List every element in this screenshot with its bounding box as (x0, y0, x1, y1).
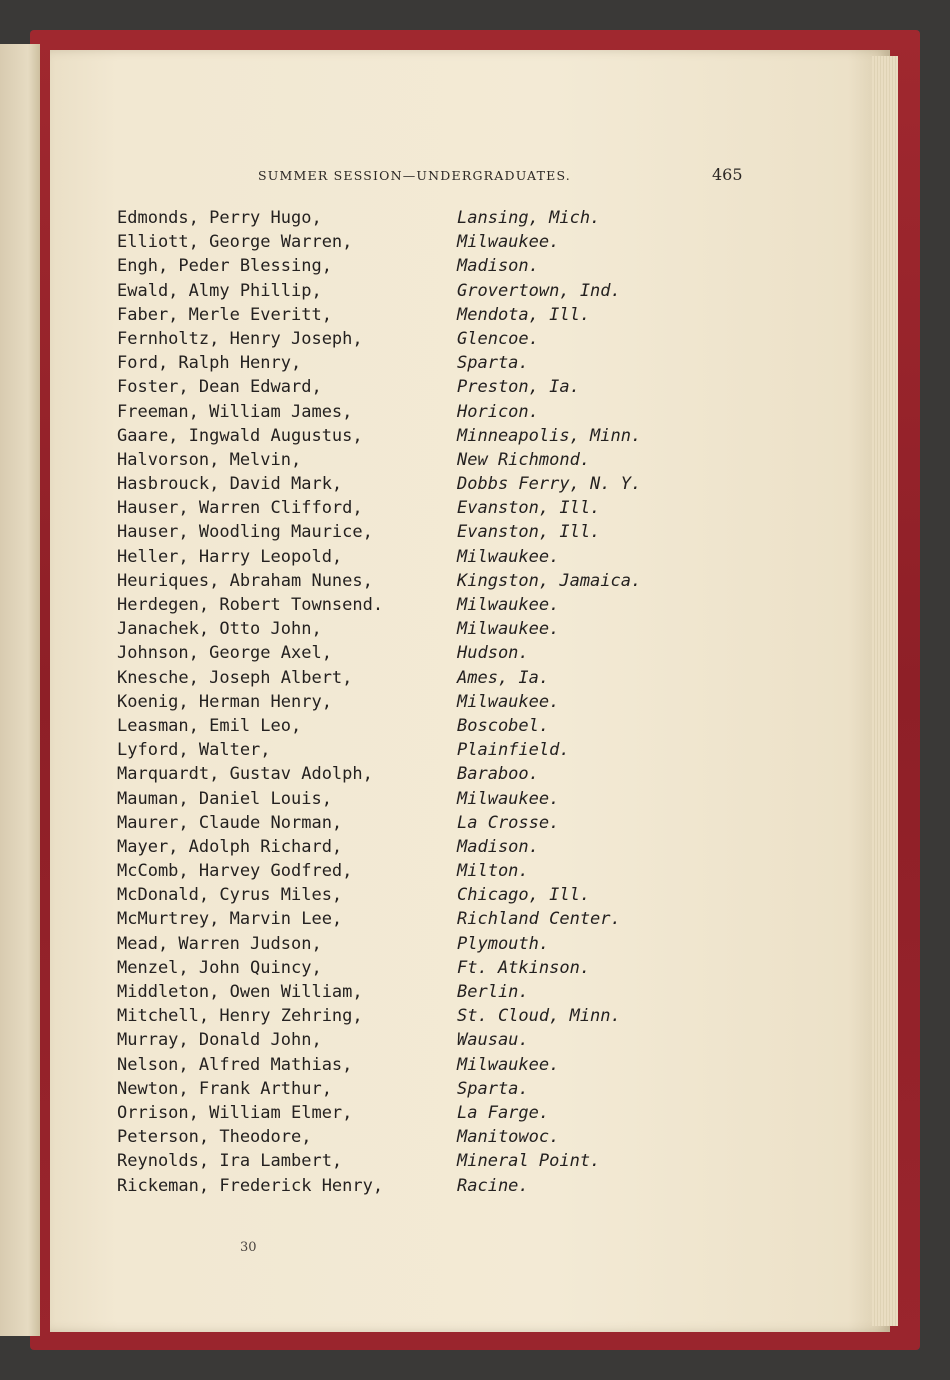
student-hometown: Lansing, Mich. (457, 208, 601, 228)
student-hometown: Milwaukee. (457, 691, 560, 712)
student-name: Rickeman, Frederick Henry, (117, 1175, 384, 1196)
student-name: Maurer, Claude Norman, (117, 812, 343, 833)
student-hometown: Madison. (457, 836, 539, 857)
student-hometown: Dobbs Ferry, N. Y. (457, 474, 642, 495)
student-hometown: Grovertown, Ind. (457, 280, 621, 301)
student-name: Newton, Frank Arthur, (117, 1078, 332, 1099)
roster-row (0, 837, 950, 861)
roster-row (0, 958, 950, 982)
roster-row (0, 1103, 950, 1127)
student-hometown: Boscobel. (457, 715, 550, 736)
student-name: Ewald, Almy Phillip, (117, 280, 322, 301)
roster-row (0, 522, 950, 546)
roster-row (0, 716, 950, 740)
student-hometown: Racine. (457, 1175, 529, 1196)
student-hometown: Evanston, Ill. (457, 498, 601, 519)
student-name: Edmonds, Perry Hugo, (117, 208, 322, 228)
roster-row (0, 1079, 950, 1103)
student-hometown: Horicon. (457, 401, 539, 422)
roster-row (0, 643, 950, 667)
roster-row (0, 353, 950, 377)
roster-row (0, 498, 950, 522)
student-name: Hauser, Woodling Maurice, (117, 522, 373, 543)
student-hometown: Manitowoc. (457, 1127, 560, 1148)
student-name: Menzel, John Quincy, (117, 957, 322, 978)
roster-row (0, 474, 950, 498)
student-hometown: Milwaukee. (457, 1054, 560, 1075)
student-hometown: Kingston, Jamaica. (457, 570, 642, 591)
student-hometown: Plainfield. (457, 740, 570, 761)
student-name: Freeman, William James, (117, 401, 353, 422)
student-name: Heller, Harry Leopold, (117, 546, 343, 567)
student-hometown: Mineral Point. (457, 1151, 601, 1172)
student-name: Hauser, Warren Clifford, (117, 498, 363, 519)
roster-row (0, 982, 950, 1006)
page-number: 465 (712, 165, 743, 184)
roster-row (0, 402, 950, 426)
student-name: McDonald, Cyrus Miles, (117, 885, 343, 906)
student-name: Elliott, George Warren, (117, 232, 353, 253)
roster-row (0, 934, 950, 958)
student-name: Engh, Peder Blessing, (117, 256, 332, 277)
roster-row (0, 305, 950, 329)
student-hometown: Plymouth. (457, 933, 550, 954)
student-hometown: La Farge. (457, 1102, 550, 1123)
running-head: SUMMER SESSION—UNDERGRADUATES. (258, 168, 571, 183)
student-hometown: Chicago, Ill. (457, 885, 591, 906)
student-name: Mauman, Daniel Louis, (117, 788, 332, 809)
signature-mark: 30 (240, 1240, 257, 1255)
roster-row (0, 909, 950, 933)
roster-row (0, 692, 950, 716)
student-hometown: Wausau. (457, 1030, 529, 1051)
student-hometown: Mendota, Ill. (457, 304, 591, 325)
roster-row (0, 1006, 950, 1030)
roster-row (0, 1127, 950, 1151)
roster-row (0, 426, 950, 450)
student-hometown: Evanston, Ill. (457, 522, 601, 543)
student-name: Mayer, Adolph Richard, (117, 836, 343, 857)
student-name: Hasbrouck, David Mark, (117, 474, 343, 495)
student-hometown: Milwaukee. (457, 788, 560, 809)
roster-row (0, 232, 950, 256)
student-hometown: Milwaukee. (457, 595, 560, 615)
student-hometown: Glencoe. (457, 328, 539, 349)
student-hometown: Madison. (457, 256, 539, 277)
roster-row (0, 571, 950, 595)
roster-row (0, 208, 950, 232)
roster-row (0, 1055, 950, 1079)
student-hometown: Hudson. (457, 643, 529, 664)
roster-row (0, 1030, 950, 1054)
roster-row (0, 861, 950, 885)
student-name: McMurtrey, Marvin Lee, (117, 909, 343, 930)
student-hometown: La Crosse. (457, 812, 560, 833)
student-hometown: Sparta. (457, 1078, 529, 1099)
student-name: Foster, Dean Edward, (117, 377, 322, 398)
student-hometown: Minneapolis, Minn. (457, 425, 642, 446)
roster-row (0, 1151, 950, 1175)
student-name: Knesche, Joseph Albert, (117, 667, 353, 688)
student-hometown: Ames, Ia. (457, 667, 550, 688)
student-name: Nelson, Alfred Mathias, (117, 1054, 353, 1075)
student-hometown: Berlin. (457, 982, 529, 1002)
student-name: Gaare, Ingwald Augustus, (117, 425, 363, 446)
student-hometown: Preston, Ia. (457, 377, 580, 398)
student-hometown: Baraboo. (457, 764, 539, 785)
student-name: Faber, Merle Everitt, (117, 304, 332, 325)
student-hometown: Milwaukee. (457, 232, 560, 253)
roster-row (0, 789, 950, 813)
roster-row (0, 377, 950, 401)
page-header (0, 165, 950, 187)
student-hometown: Milton. (457, 861, 529, 882)
student-name: Halvorson, Melvin, (117, 449, 302, 470)
student-hometown: Milwaukee. (457, 546, 560, 567)
roster-row (0, 547, 950, 571)
roster-row (0, 619, 950, 643)
student-name: Fernholtz, Henry Joseph, (117, 328, 363, 349)
roster-row (0, 668, 950, 692)
roster-row (0, 256, 950, 280)
student-name: Marquardt, Gustav Adolph, (117, 764, 373, 785)
roster-row (0, 740, 950, 764)
student-hometown: New Richmond. (457, 449, 591, 470)
student-roster (0, 208, 950, 1200)
student-name: Reynolds, Ira Lambert, (117, 1151, 343, 1172)
roster-row (0, 329, 950, 353)
student-hometown: Richland Center. (457, 909, 621, 930)
student-hometown: Milwaukee. (457, 619, 560, 640)
roster-row (0, 764, 950, 788)
student-name: Heuriques, Abraham Nunes, (117, 570, 373, 591)
student-name: Koenig, Herman Henry, (117, 691, 332, 712)
roster-row (0, 885, 950, 909)
student-name: Murray, Donald John, (117, 1030, 322, 1051)
student-name: Johnson, George Axel, (117, 643, 332, 664)
student-name: Herdegen, Robert Townsend. (117, 595, 384, 615)
student-name: Mead, Warren Judson, (117, 933, 322, 954)
student-hometown: Ft. Atkinson. (457, 957, 591, 978)
student-name: Leasman, Emil Leo, (117, 715, 302, 736)
roster-row (0, 813, 950, 837)
student-name: Lyford, Walter, (117, 740, 271, 761)
student-name: Ford, Ralph Henry, (117, 353, 302, 374)
student-hometown: Sparta. (457, 353, 529, 374)
student-name: Janachek, Otto John, (117, 619, 322, 640)
student-hometown: St. Cloud, Minn. (457, 1006, 621, 1027)
roster-row (0, 281, 950, 305)
roster-row (0, 595, 950, 619)
student-name: Orrison, William Elmer, (117, 1102, 353, 1123)
student-name: McComb, Harvey Godfred, (117, 861, 353, 882)
roster-row (0, 450, 950, 474)
student-name: Middleton, Owen William, (117, 982, 363, 1002)
student-name: Mitchell, Henry Zehring, (117, 1006, 363, 1027)
roster-row (0, 1176, 950, 1200)
student-name: Peterson, Theodore, (117, 1127, 312, 1148)
